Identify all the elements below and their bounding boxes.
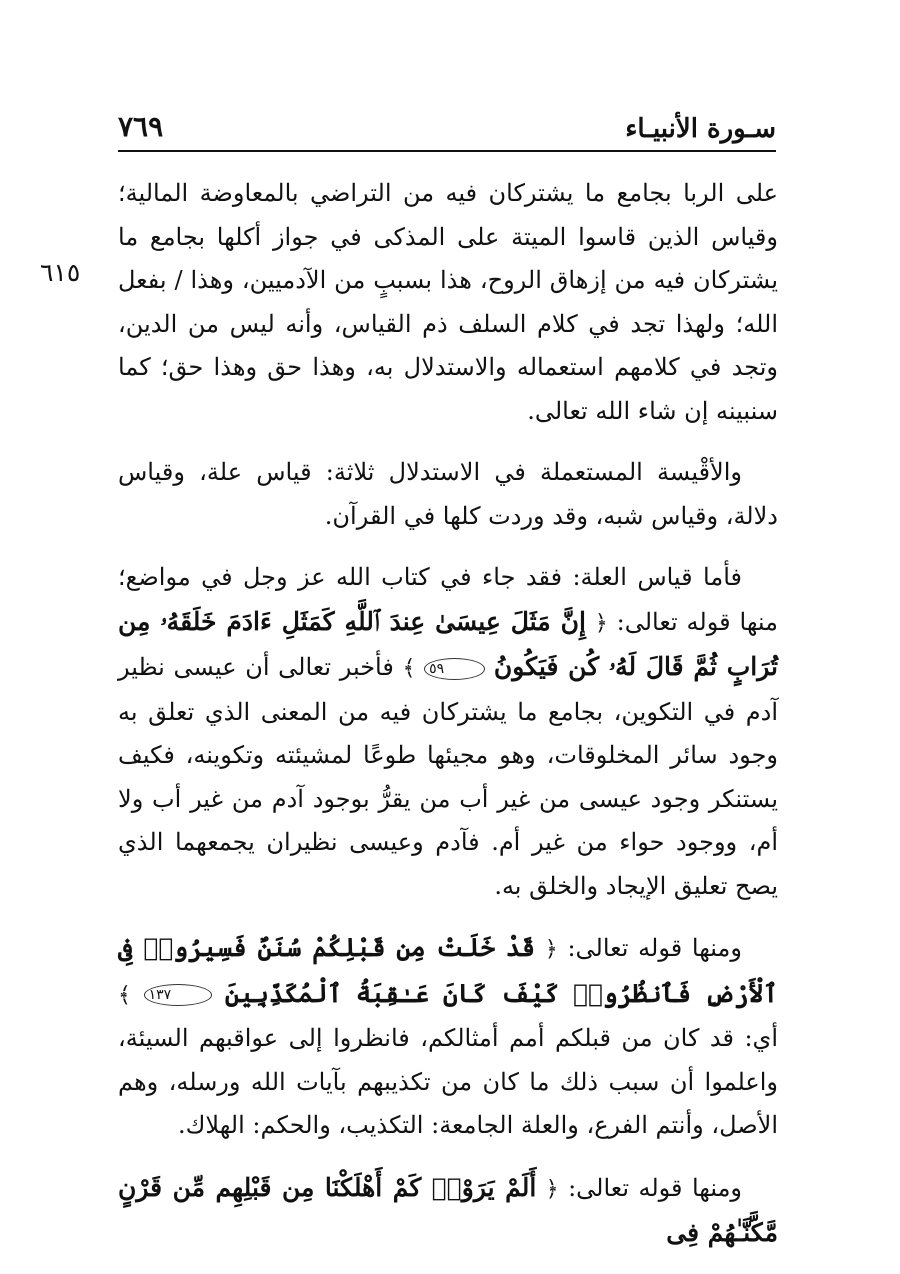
paragraph-intro: ومنها قوله تعالى: bbox=[568, 1173, 743, 1202]
paragraph-4 bbox=[118, 926, 778, 1148]
page-number: ٧٦٩ bbox=[118, 110, 164, 143]
quran-verse: أَلَمْ يَرَوْا۟ كَمْ أَهْلَكْنَا مِن قَبْلِهِم مِّن قَرْنٍ مَّكَّنَّـٰهُمْ فِى bbox=[118, 1172, 778, 1247]
paragraph-intro: فأما قياس العلة: فقد جاء في كتاب الله عز وجل في مواضع؛ منها قوله تعالى: bbox=[118, 563, 778, 636]
paragraph-1 bbox=[118, 172, 778, 433]
quran-open-bracket: ﴿ bbox=[545, 1176, 559, 1202]
paragraph-rest: أي: قد كان من قبلكم أمم أمثالكم، فانظروا إلى عواقبهم السيئة، واعلموا أن سبب ذلك ما كان من تكذيبهم بآيات الله ورسله، وهم الأصل، وأنتم الفرع، والعلة الجامعة: التكذيب، والحكم: الهلاك. bbox=[118, 1024, 778, 1139]
page-header bbox=[118, 110, 776, 152]
surah-title: سـورة الأنبيـاء bbox=[625, 114, 776, 144]
quran-close-bracket: ﴾ bbox=[118, 982, 131, 1008]
quran-verse: إِنَّ مَثَلَ عِيسَىٰ عِندَ ٱللَّهِ كَمَثَلِ ءَادَمَ خَلَقَهُۥ مِن تُرَابٍ ثُمَّ قَالَ لَهُۥ كُن فَيَكُونُ bbox=[118, 606, 778, 681]
paragraph-3 bbox=[118, 556, 778, 908]
margin-page-reference: ٦١٥ bbox=[40, 258, 81, 287]
paragraph-5 bbox=[118, 1166, 778, 1256]
paragraph-text: والأقْيسة المستعملة في الاستدلال ثلاثة: قياس علة، وقياس دلالة، وقياس شبه، وقد وردت كلها في القرآن. bbox=[118, 458, 778, 530]
quran-open-bracket: ﴿ bbox=[544, 937, 558, 962]
paragraph-2 bbox=[118, 451, 778, 538]
paragraph-intro: ومنها قوله تعالى: bbox=[567, 934, 742, 962]
quran-close-bracket: ﴾ bbox=[402, 656, 416, 681]
verse-number: ١٣٧ bbox=[144, 984, 213, 1006]
verse-number: ٥٩ bbox=[424, 658, 485, 680]
quran-open-bracket: ﴿ bbox=[594, 610, 608, 636]
paragraph-text: على الربا بجامع ما يشتركان فيه من التراضي بالمعاوضة المالية؛ وقياس الذين قاسوا الميتة على المذكى في جواز أكلها بجامع ما يشتركان فيه من إزهاق الروح، هذا بسببٍ من الآدميين، وهذا / بفعل الله؛ ولهذا تجد في كلام السلف ذم القياس، وأنه ليس من الدين، وتجد في كلامهم استعماله والاستدلال به، وهذا حق وهذا حق؛ كما سنبينه إن شاء الله تعالى. bbox=[118, 179, 778, 425]
quran-verse: قَدْ خَلَتْ مِن قَبْلِكُمْ سُنَنٌ فَسِيرُوا۟ فِى ٱلْأَرْضِ فَٱنظُرُوا۟ كَيْفَ كَانَ عَـٰقِبَةُ ٱلْمُكَذِّبِينَ bbox=[118, 933, 779, 1008]
paragraph-rest: فأخبر تعالى أن عيسى نظير آدم في التكوين، بجامع ما يشتركان فيه من المعنى الذي تعلق به وجود سائر المخلوقات، وهو مجيئها طوعًا لمشيئته وتكوينه، فكيف يستنكر وجود عيسى من غير أب من يقرُّ بوجود آدم من غير أب ولا أم، ووجود حواء من غير أم. فآدم وعيسى نظيران يجمعهما الذي يصح تعليق الإيجاد والخلق به. bbox=[118, 653, 778, 900]
body-text bbox=[118, 172, 778, 1274]
